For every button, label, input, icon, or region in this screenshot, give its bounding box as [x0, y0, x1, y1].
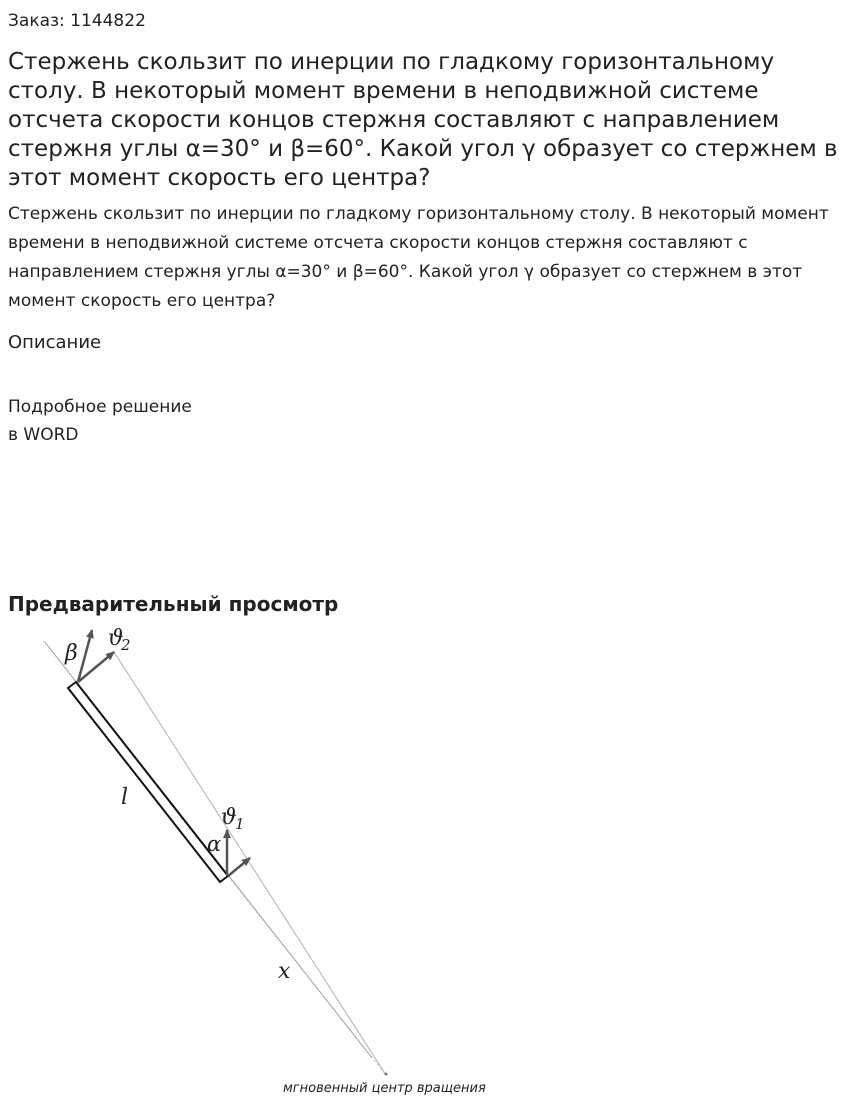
v1-arrow	[228, 858, 250, 876]
problem-text: Стержень скользит по инерции по гладкому горизонтальному столу. В некоторый момент времени в неподвижной системе отсчета скорости концов стержня составляют с направлением стержня углы α=30° и β=60°. Какой угол γ образует со стержнем в этот момент скорость его центра?	[8, 204, 829, 311]
solution-format	[8, 393, 192, 449]
problem-title: Стержень скользит по инерции по гладкому горизонтальному столу. В некоторый момент времени в неподвижной системе отсчета скорости концов стержня составляют с направлением стержня углы α=30° и β=60°. Какой угол γ образует со стержнем в этот момент скорость его центра?	[8, 49, 838, 191]
rotation-center-point	[385, 1073, 388, 1076]
v2-label: ϑ	[108, 626, 124, 651]
order-number: Заказ: 1144822	[8, 11, 146, 31]
rod-length-label: l	[121, 785, 129, 810]
beta-label: β	[65, 641, 78, 666]
solution-line-1: Подробное решение	[8, 397, 192, 417]
upper-radius-line	[114, 652, 386, 1075]
v1-label: ϑ	[221, 805, 237, 830]
preview-heading: Предварительный просмотр	[8, 592, 339, 616]
v2-arrow	[78, 652, 114, 682]
x-label: x	[278, 959, 291, 984]
v1-subscript: 1	[235, 815, 245, 833]
beta-vertical-arrow	[78, 630, 92, 682]
description-label: Описание	[8, 332, 102, 353]
solution-line-2: в WORD	[8, 425, 79, 445]
rod-diagram	[0, 620, 560, 1108]
preview-figure	[0, 620, 560, 1108]
figure-caption: мгновенный центр вращения	[283, 1081, 486, 1096]
alpha-label: α	[207, 832, 222, 856]
rod	[68, 682, 228, 882]
v2-subscript: 2	[121, 636, 131, 654]
